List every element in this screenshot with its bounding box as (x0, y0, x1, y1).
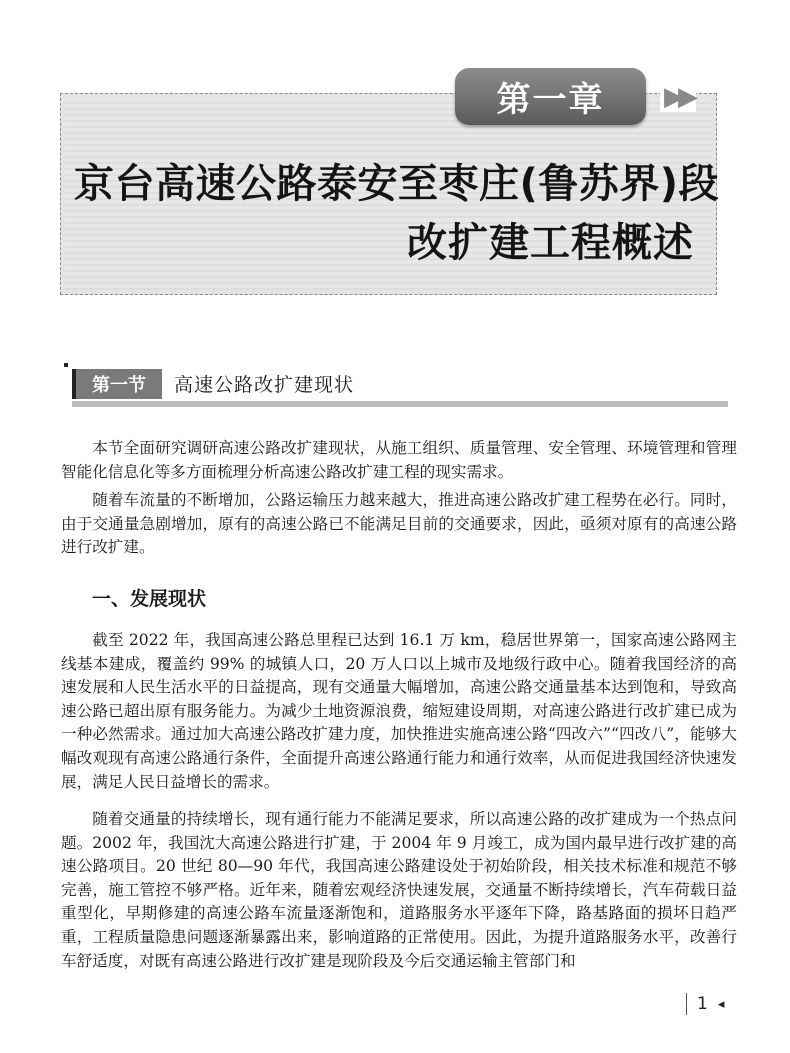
page-footer (686, 992, 724, 1016)
section-title: 高速公路改扩建现状 (174, 374, 355, 396)
paragraph-status-2: 随着交通量的持续增长，现有通行能力不能满足要求，所以高速公路的改扩建成为一个热点问题。2002 年，我国沈大高速公路进行扩建，于 2004 年 9 月竣工，成为国内最早进行改扩建的高速公路项目。20 世纪 80—90 年代，我国高速公路建设处于初始阶段，相关技术标准和规范不够完善，施工管控不够严格。近年来，随着宏观经济快速发展，交通量不断持续增长，汽车荷载日益重型化，早期修建的高速公路车流量逐渐饱和，道路服务水平逐年下降，路基路面的损坏日趋严重，工程质量隐患问题逐渐暴露出来，影响道路的正常使用。因此，为提升道路服务水平，改善行车舒适度，对既有高速公路进行改扩建是现阶段及今后交通运输主管部门和 (61, 810, 737, 970)
left-arrow-icon: ◂ (717, 996, 725, 1012)
subheading-development-status: 一、发展现状 (92, 588, 207, 610)
section-dot (64, 363, 68, 367)
paragraph-intro-1: 本节全面研究调研高速公路改扩建现状，从施工组织、质量管理、安全管理、环境管理和管理智能化信息化等多方面梳理分析高速公路改扩建工程的现实需求。 (61, 439, 737, 481)
section-underline (72, 401, 728, 407)
section-heading (64, 363, 728, 407)
paragraph-status-1: 截至 2022 年，我国高速公路总里程已达到 16.1 万 km，稳居世界第一，国家高速公路网主线基本建成，覆盖约 99% 的城镇人口，20 万人口以上城市及地级行政中心。随着我国经济的高速发展和人民生活水平的日益提高，现有交通量大幅增加，高速公路交通量基本达到饱和，导致高速公路已超出原有服务能力。为减少土地资源浪费，缩短建设周期，对高速公路进行改扩建已成为一种必然需求。通过加大高速公路改扩建力度，加快推进实施高速公路“四改六”“四改八”，能够大幅改观现有高速公路通行条件，全面提升高速公路通行能力和通行效率，从而促进我国经济快速发展，满足人民日益增长的需求。 (61, 631, 737, 791)
chapter-title-line2: 改扩建工程概述 (407, 220, 694, 266)
footer-divider (686, 993, 687, 1015)
paragraph-intro-2: 随着车流量的不断增加，公路运输压力越来越大，推进高速公路改扩建工程势在必行。同时，由于交通量急剧增加，原有的高速公路已不能满足目前的交通要求，因此，亟须对原有的高速公路进行改扩建。 (61, 491, 737, 557)
page-number: 1 (697, 994, 708, 1014)
chapter-label: 第一章 (455, 68, 646, 125)
section-number: 第一节 (72, 369, 162, 399)
chapter-title-line1: 京台高速公路泰安至枣庄(鲁苏界)段 (74, 161, 720, 207)
double-arrow-icon: ▶▶ (660, 82, 696, 112)
